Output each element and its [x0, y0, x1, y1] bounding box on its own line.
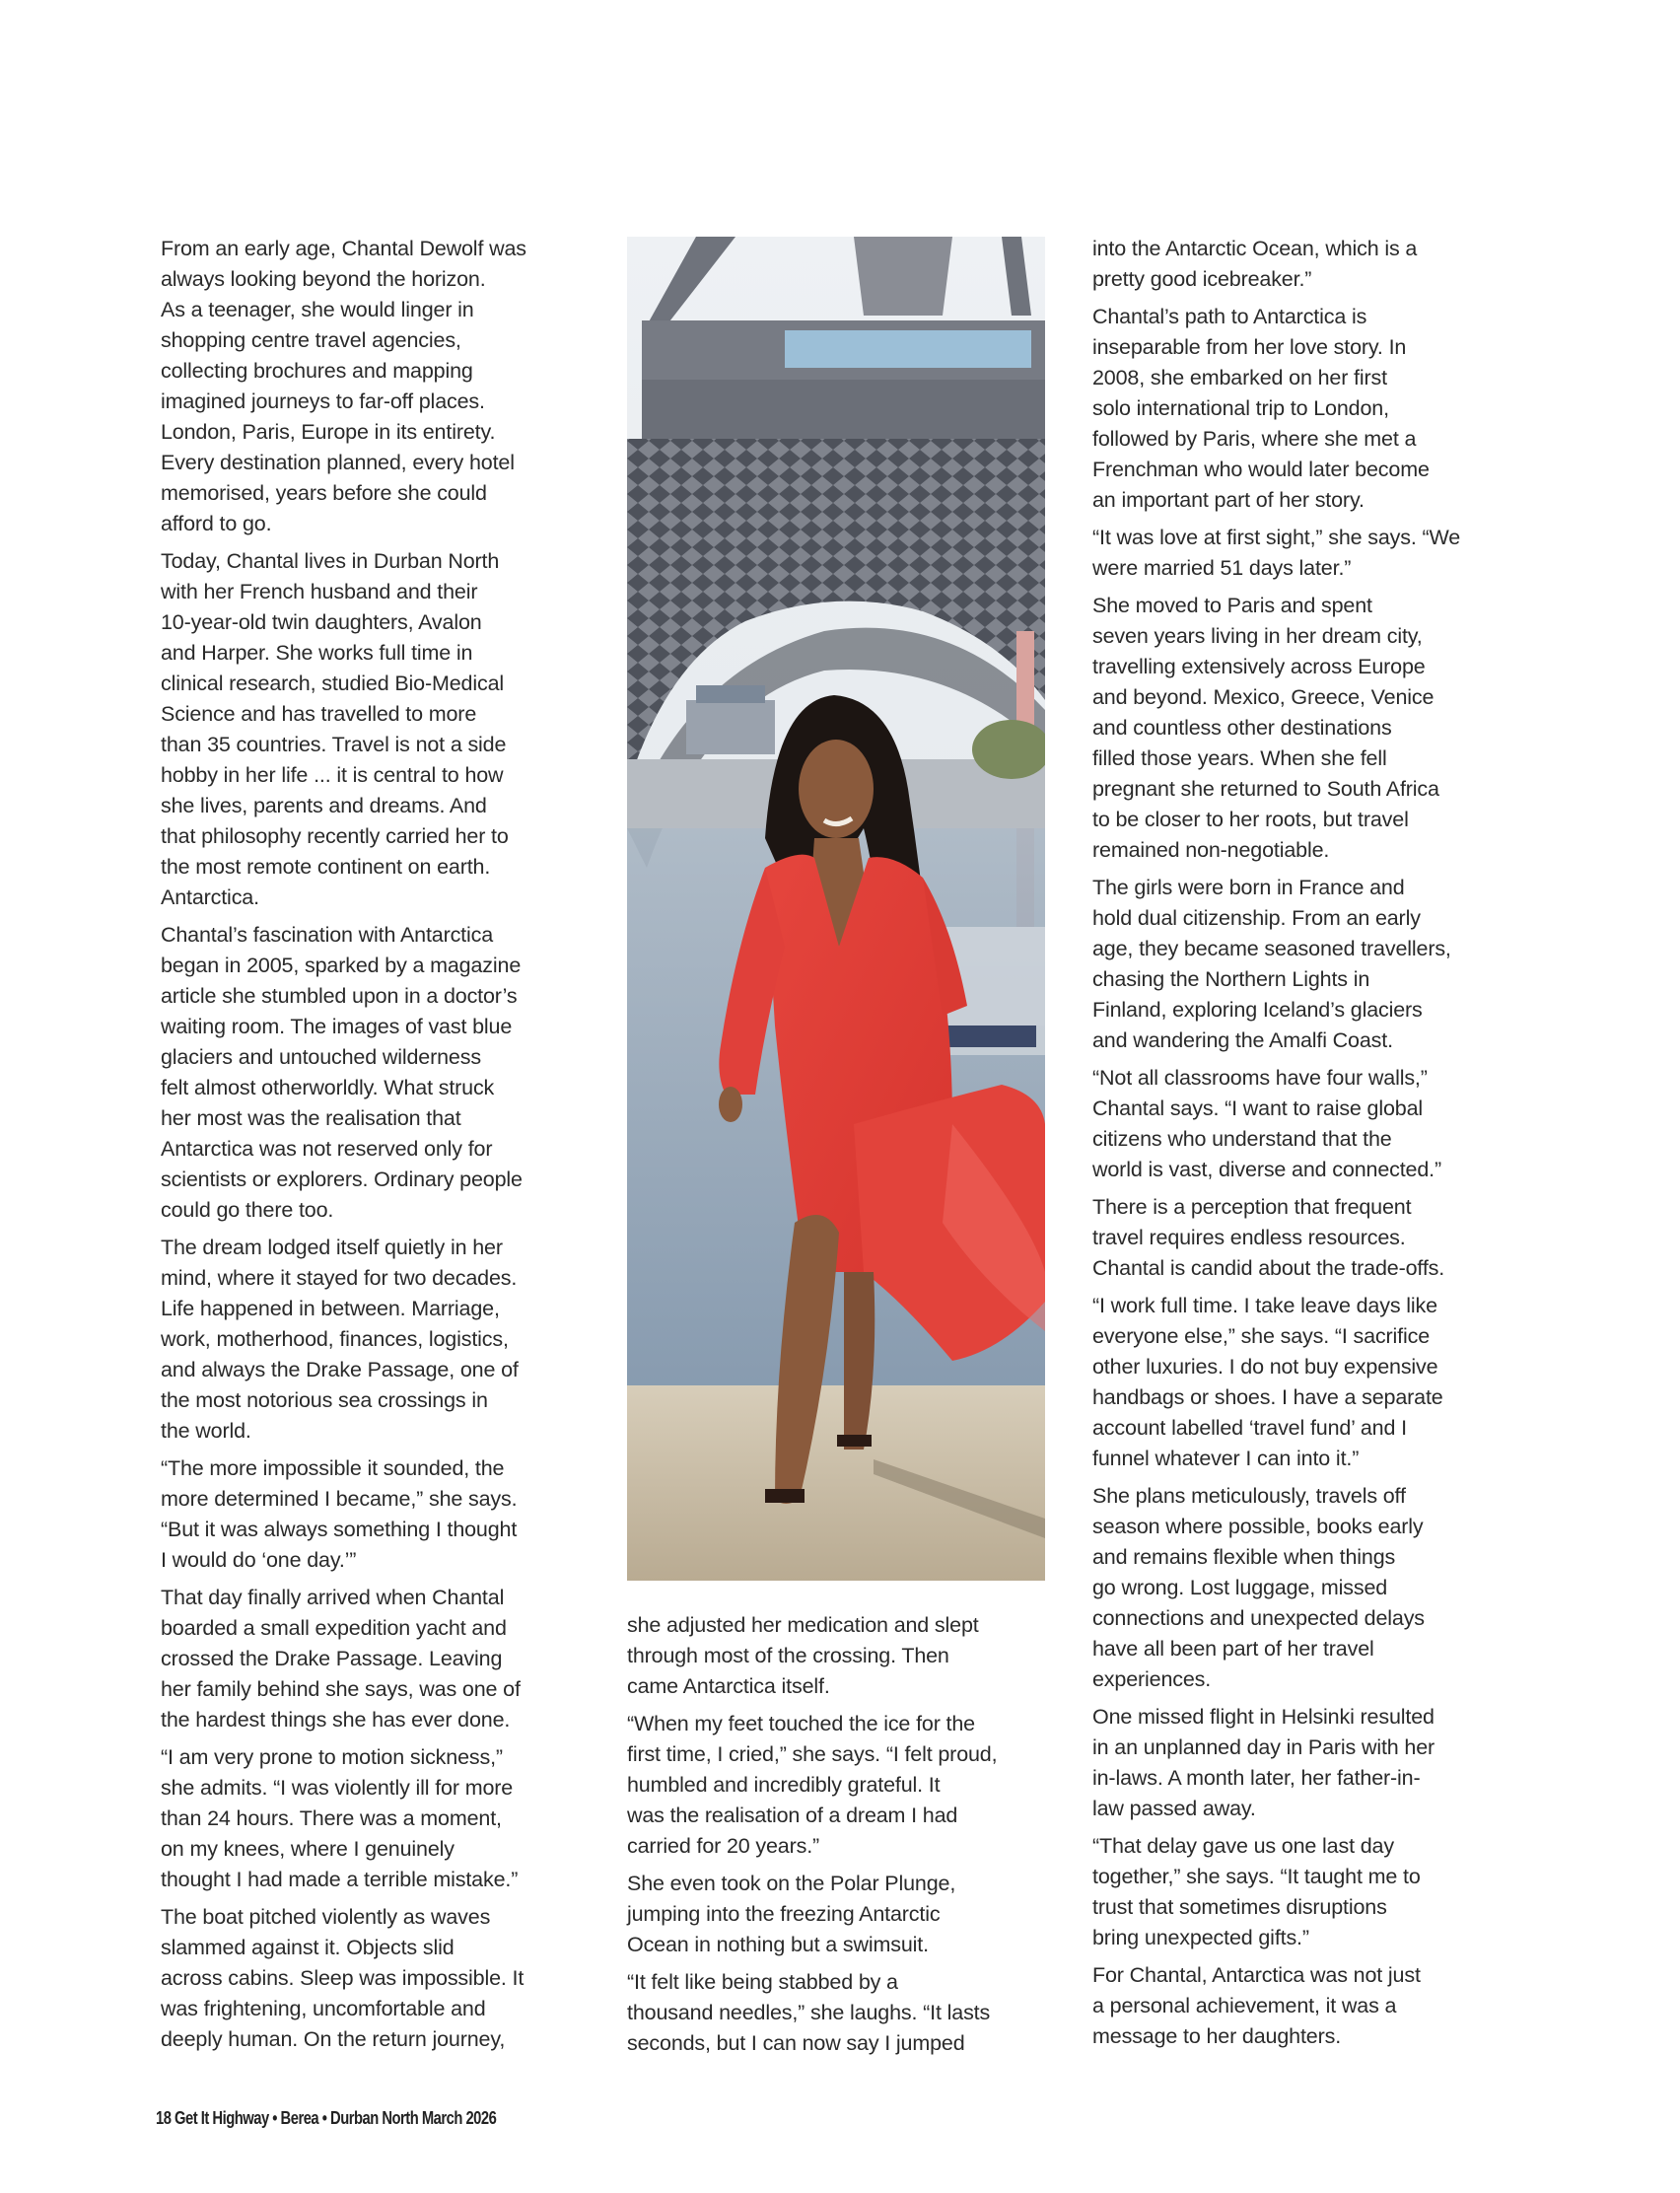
text-line: “It felt like being stabbed by a	[627, 1970, 898, 1994]
text-line: Science and has travelled to more	[161, 702, 477, 726]
text-line: Chantal says. “I want to raise global	[1092, 1096, 1424, 1120]
text-line: age, they became seasoned travellers,	[1092, 937, 1451, 960]
text-line: scientists or explorers. Ordinary people	[161, 1167, 523, 1191]
text-line: article she stumbled upon in a doctor’s	[161, 984, 518, 1008]
text-line: everyone else,” she says. “I sacrifice	[1092, 1324, 1431, 1348]
text-line: Antarctica.	[161, 885, 259, 909]
text-line: clinical research, studied Bio-Medical	[161, 672, 505, 695]
article-column-left	[161, 234, 595, 2062]
text-line: She even took on the Polar Plunge,	[627, 1872, 956, 1895]
text-line: and wandering the Amalfi Coast.	[1092, 1028, 1393, 1052]
text-line: into the Antarctic Ocean, which is a	[1092, 237, 1418, 260]
text-line: deeply human. On the return journey,	[161, 2027, 506, 2051]
text-line: connections and unexpected delays	[1092, 1606, 1425, 1630]
text-line: afford to go.	[161, 512, 272, 535]
text-line: and Harper. She works full time in	[161, 641, 473, 665]
text-line: That day finally arrived when Chantal	[161, 1586, 505, 1609]
text-line: other luxuries. I do not buy expensive	[1092, 1355, 1438, 1379]
text-line: “It was love at first sight,” she says. “We	[1092, 526, 1461, 549]
text-line: go wrong. Lost luggage, missed	[1092, 1576, 1388, 1599]
text-line: Finland, exploring Iceland’s glaciers	[1092, 998, 1423, 1022]
text-line: The boat pitched violently as waves	[161, 1905, 491, 1929]
text-line: thousand needles,” she laughs. “It lasts	[627, 2001, 991, 2024]
text-line: was the realisation of a dream I had	[627, 1804, 958, 1827]
text-line: a personal achievement, it was a	[1092, 1994, 1397, 2017]
text-line: seven years living in her dream city,	[1092, 624, 1423, 648]
text-line: her most was the realisation that	[161, 1106, 461, 1130]
text-line: across cabins. Sleep was impossible. It	[161, 1966, 525, 1990]
article-paragraph	[161, 546, 595, 913]
text-line: have all been part of her travel	[1092, 1637, 1374, 1661]
article-column-middle	[627, 1610, 1061, 2066]
article-paragraph	[1092, 1481, 1526, 1695]
text-line: filled those years. When she fell	[1092, 746, 1387, 770]
eiffel-tower-portrait-image	[627, 237, 1045, 1581]
text-line: her family behind she says, was one of	[161, 1677, 521, 1701]
text-line: travel requires endless resources.	[1092, 1226, 1406, 1249]
text-line: she adjusted her medication and slept	[627, 1613, 979, 1637]
text-line: For Chantal, Antarctica was not just	[1092, 1963, 1421, 1987]
text-line: She moved to Paris and spent	[1092, 594, 1372, 617]
text-line: pregnant she returned to South Africa	[1092, 777, 1439, 801]
article-paragraph	[161, 1233, 595, 1447]
text-line: work, motherhood, finances, logistics,	[161, 1327, 509, 1351]
article-paragraph	[1092, 234, 1526, 295]
text-line: There is a perception that frequent	[1092, 1195, 1412, 1219]
text-line: “Not all classrooms have four walls,”	[1092, 1066, 1428, 1090]
text-line: and countless other destinations	[1092, 716, 1392, 740]
article-paragraph	[627, 1709, 1061, 1862]
text-line: crossed the Drake Passage. Leaving	[161, 1647, 503, 1670]
text-line: “The more impossible it sounded, the	[161, 1456, 505, 1480]
text-line: “I am very prone to motion sickness,”	[161, 1745, 503, 1769]
article-paragraph	[161, 920, 595, 1226]
text-line: The dream lodged itself quietly in her	[161, 1236, 503, 1259]
text-line: and beyond. Mexico, Greece, Venice	[1092, 685, 1435, 709]
page-footer: 18 Get It Highway • Berea • Durban North March 2026	[156, 2108, 497, 2128]
text-line: bring unexpected gifts.”	[1092, 1926, 1309, 1949]
article-paragraph	[627, 1967, 1061, 2059]
text-line: hold dual citizenship. From an early	[1092, 906, 1421, 930]
text-line: imagined journeys to far-off places.	[161, 389, 485, 413]
text-line: solo international trip to London,	[1092, 396, 1389, 420]
article-paragraph	[1092, 1063, 1526, 1185]
article-paragraph	[627, 1869, 1061, 1960]
feature-photo	[627, 237, 1045, 1581]
text-line: seconds, but I can now say I jumped	[627, 2031, 965, 2055]
text-line: The girls were born in France and	[1092, 876, 1405, 899]
text-line: thought I had made a terrible mistake.”	[161, 1868, 519, 1891]
text-line: she lives, parents and dreams. And	[161, 794, 487, 817]
article-paragraph	[161, 1902, 595, 2055]
text-line: more determined I became,” she says.	[161, 1487, 518, 1511]
text-line: travelling extensively across Europe	[1092, 655, 1426, 678]
text-line: waiting room. The images of vast blue	[161, 1015, 513, 1038]
text-line: than 24 hours. There was a moment,	[161, 1806, 502, 1830]
text-line: One missed flight in Helsinki resulted	[1092, 1705, 1435, 1729]
text-line: Antarctica was not reserved only for	[161, 1137, 493, 1161]
text-line: remained non-negotiable.	[1092, 838, 1330, 862]
text-line: was frightening, uncomfortable and	[161, 1997, 486, 2020]
text-line: account labelled ‘travel fund’ and I	[1092, 1416, 1407, 1440]
text-line: chasing the Northern Lights in	[1092, 967, 1370, 991]
text-line: Ocean in nothing but a swimsuit.	[627, 1933, 929, 1956]
text-line: From an early age, Chantal Dewolf was	[161, 237, 526, 260]
text-line: slammed against it. Objects slid	[161, 1936, 455, 1959]
text-line: carried for 20 years.”	[627, 1834, 820, 1858]
text-line: Today, Chantal lives in Durban North	[161, 549, 500, 573]
text-line: citizens who understand that the	[1092, 1127, 1392, 1151]
text-line: and remains flexible when things	[1092, 1545, 1396, 1569]
text-line: “When my feet touched the ice for the	[627, 1712, 975, 1735]
text-line: “I work full time. I take leave days like	[1092, 1294, 1437, 1317]
text-line: 10-year-old twin daughters, Avalon	[161, 610, 482, 634]
text-line: Frenchman who would later become	[1092, 458, 1430, 481]
text-line: could go there too.	[161, 1198, 334, 1222]
text-line: pretty good icebreaker.”	[1092, 267, 1312, 291]
text-line: came Antarctica itself.	[627, 1674, 830, 1698]
article-paragraph	[161, 234, 595, 539]
text-line: on my knees, where I genuinely	[161, 1837, 455, 1861]
text-line: with her French husband and their	[161, 580, 478, 603]
text-line: message to her daughters.	[1092, 2024, 1342, 2048]
text-line: followed by Paris, where she met a	[1092, 427, 1417, 451]
text-line: shopping centre travel agencies,	[161, 328, 461, 352]
article-column-right	[1092, 234, 1526, 2059]
text-line: together,” she says. “It taught me to	[1092, 1865, 1421, 1888]
text-line: London, Paris, Europe in its entirety.	[161, 420, 496, 444]
article-paragraph	[1092, 1831, 1526, 1953]
text-line: jumping into the freezing Antarctic	[627, 1902, 941, 1926]
article-paragraph	[1092, 1291, 1526, 1474]
article-paragraph	[1092, 1192, 1526, 1284]
text-line: were married 51 days later.”	[1092, 556, 1352, 580]
text-line: the most notorious sea crossings in	[161, 1388, 488, 1412]
text-line: the world.	[161, 1419, 251, 1443]
text-line: I would do ‘one day.’”	[161, 1548, 357, 1572]
text-line: always looking beyond the horizon.	[161, 267, 486, 291]
text-line: world is vast, diverse and connected.”	[1092, 1158, 1442, 1181]
text-line: mind, where it stayed for two decades.	[161, 1266, 518, 1290]
text-line: inseparable from her love story. In	[1092, 335, 1407, 359]
text-line: that philosophy recently carried her to	[161, 824, 509, 848]
text-line: to be closer to her roots, but travel	[1092, 808, 1409, 831]
text-line: boarded a small expedition yacht and	[161, 1616, 507, 1640]
article-paragraph	[1092, 302, 1526, 516]
text-line: humbled and incredibly grateful. It	[627, 1773, 941, 1797]
text-line: the most remote continent on earth.	[161, 855, 491, 879]
text-line: season where possible, books early	[1092, 1515, 1424, 1538]
text-line: As a teenager, she would linger in	[161, 298, 474, 321]
text-line: Chantal’s path to Antarctica is	[1092, 305, 1367, 328]
text-line: funnel whatever I can into it.”	[1092, 1447, 1360, 1470]
text-line: handbags or shoes. I have a separate	[1092, 1385, 1443, 1409]
text-line: experiences.	[1092, 1667, 1212, 1691]
text-line: the hardest things she has ever done.	[161, 1708, 511, 1732]
text-line: hobby in her life ... it is central to how	[161, 763, 504, 787]
text-line: in-laws. A month later, her father-in-	[1092, 1766, 1421, 1790]
article-paragraph	[1092, 1960, 1526, 2052]
text-line: Life happened in between. Marriage,	[161, 1297, 500, 1320]
article-paragraph	[161, 1742, 595, 1895]
text-line: and always the Drake Passage, one of	[161, 1358, 519, 1381]
text-line: Chantal is candid about the trade-offs.	[1092, 1256, 1445, 1280]
article-paragraph	[1092, 591, 1526, 866]
text-line: memorised, years before she could	[161, 481, 487, 505]
text-line: began in 2005, sparked by a magazine	[161, 954, 522, 977]
text-line: first time, I cried,” she says. “I felt proud,	[627, 1742, 998, 1766]
text-line: “But it was always something I thought	[161, 1518, 518, 1541]
text-line: Chantal’s fascination with Antarctica	[161, 923, 494, 947]
article-paragraph	[627, 1610, 1061, 1702]
article-paragraph	[161, 1583, 595, 1735]
text-line: an important part of her story.	[1092, 488, 1365, 512]
text-line: “That delay gave us one last day	[1092, 1834, 1394, 1858]
text-line: felt almost otherworldly. What struck	[161, 1076, 495, 1099]
article-paragraph	[161, 1453, 595, 1576]
text-line: trust that sometimes disruptions	[1092, 1895, 1387, 1919]
text-line: law passed away.	[1092, 1797, 1256, 1820]
text-line: she admits. “I was violently ill for more	[161, 1776, 514, 1800]
text-line: glaciers and untouched wilderness	[161, 1045, 481, 1069]
text-line: through most of the crossing. Then	[627, 1644, 949, 1667]
text-line: than 35 countries. Travel is not a side	[161, 733, 507, 756]
article-paragraph	[1092, 1702, 1526, 1824]
text-line: Every destination planned, every hotel	[161, 451, 515, 474]
text-line: She plans meticulously, travels off	[1092, 1484, 1406, 1508]
text-line: collecting brochures and mapping	[161, 359, 473, 383]
text-line: 2008, she embarked on her first	[1092, 366, 1387, 389]
article-paragraph	[1092, 873, 1526, 1056]
article-paragraph	[1092, 523, 1526, 584]
text-line: in an unplanned day in Paris with her	[1092, 1735, 1435, 1759]
